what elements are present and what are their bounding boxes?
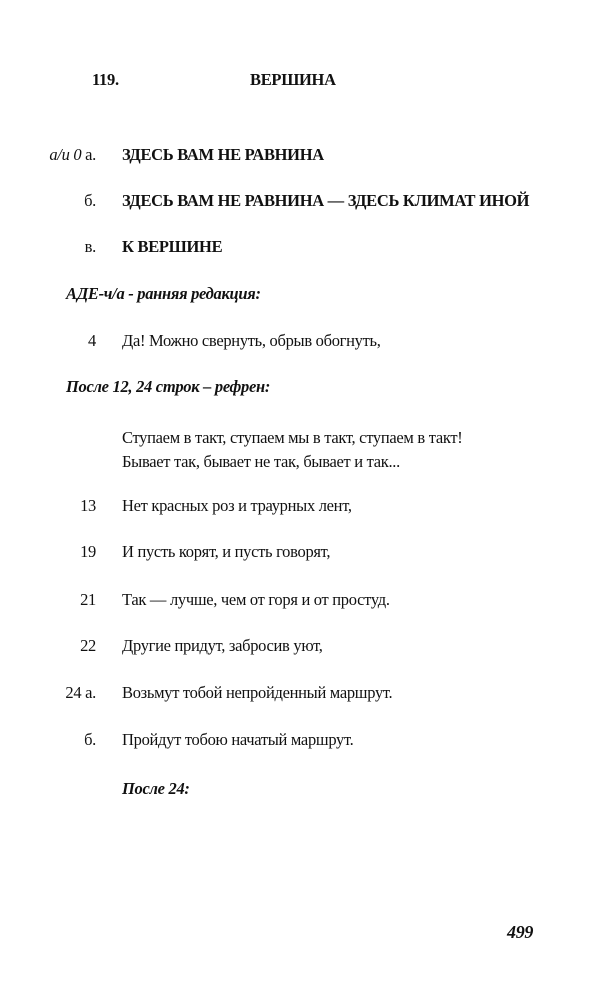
line-text: Так — лучше, чем от горя и от простуд. <box>122 590 390 609</box>
refrain-line: Ступаем в такт, ступаем мы в такт, ступаем в такт! <box>122 428 463 447</box>
variant-label: б. <box>84 191 96 210</box>
variant-line <box>0 636 600 656</box>
variant-label: в. <box>84 237 96 256</box>
poem-title: ВЕРШИНА <box>250 70 336 89</box>
line-number: 13 <box>80 496 96 515</box>
title-variant-a <box>0 145 600 165</box>
line-number: б. <box>84 730 96 749</box>
variant-text: К ВЕРШИНЕ <box>122 237 223 256</box>
line-number: 4 <box>88 331 96 350</box>
line-text: Пройдут тобою начатый маршрут. <box>122 730 354 749</box>
line-number: 24 а. <box>65 683 96 702</box>
after-24-heading: После 24: <box>122 779 190 798</box>
variant-line <box>0 683 600 703</box>
early-line <box>0 331 600 351</box>
variant-line <box>0 730 600 750</box>
variant-line <box>0 590 600 610</box>
line-number: 21 <box>80 590 96 609</box>
line-text: Да! Можно свернуть, обрыв обогнуть, <box>122 331 381 350</box>
line-text: Возьмут тобой непройденный маршрут. <box>122 683 393 702</box>
variant-line <box>0 542 600 562</box>
line-text: И пусть корят, и пусть говорят, <box>122 542 331 561</box>
section-heading-early: АДЕ-ч/а - ранняя редакция: <box>66 284 261 303</box>
page-number: 499 <box>507 922 534 942</box>
line-number: 22 <box>80 636 96 655</box>
variant-text: ЗДЕСЬ ВАМ НЕ РАВНИНА — ЗДЕСЬ КЛИМАТ ИНОЙ <box>122 191 530 210</box>
section-heading-refrain: После 12, 24 строк – рефрен: <box>66 377 271 396</box>
variant-label: а. <box>85 145 96 164</box>
variant-line <box>0 496 600 516</box>
variant-text: ЗДЕСЬ ВАМ НЕ РАВНИНА <box>122 145 324 164</box>
line-text: Другие придут, забросив уют, <box>122 636 323 655</box>
line-number: 19 <box>80 542 96 561</box>
refrain-line: Бывает так, бывает не так, бывает и так... <box>122 452 400 471</box>
line-text: Нет красных роз и траурных лент, <box>122 496 352 515</box>
title-variant-c <box>0 237 600 257</box>
title-variant-b <box>0 191 600 211</box>
source-abbrev: а/и 0 <box>49 145 82 164</box>
poem-number: 119. <box>92 70 119 89</box>
